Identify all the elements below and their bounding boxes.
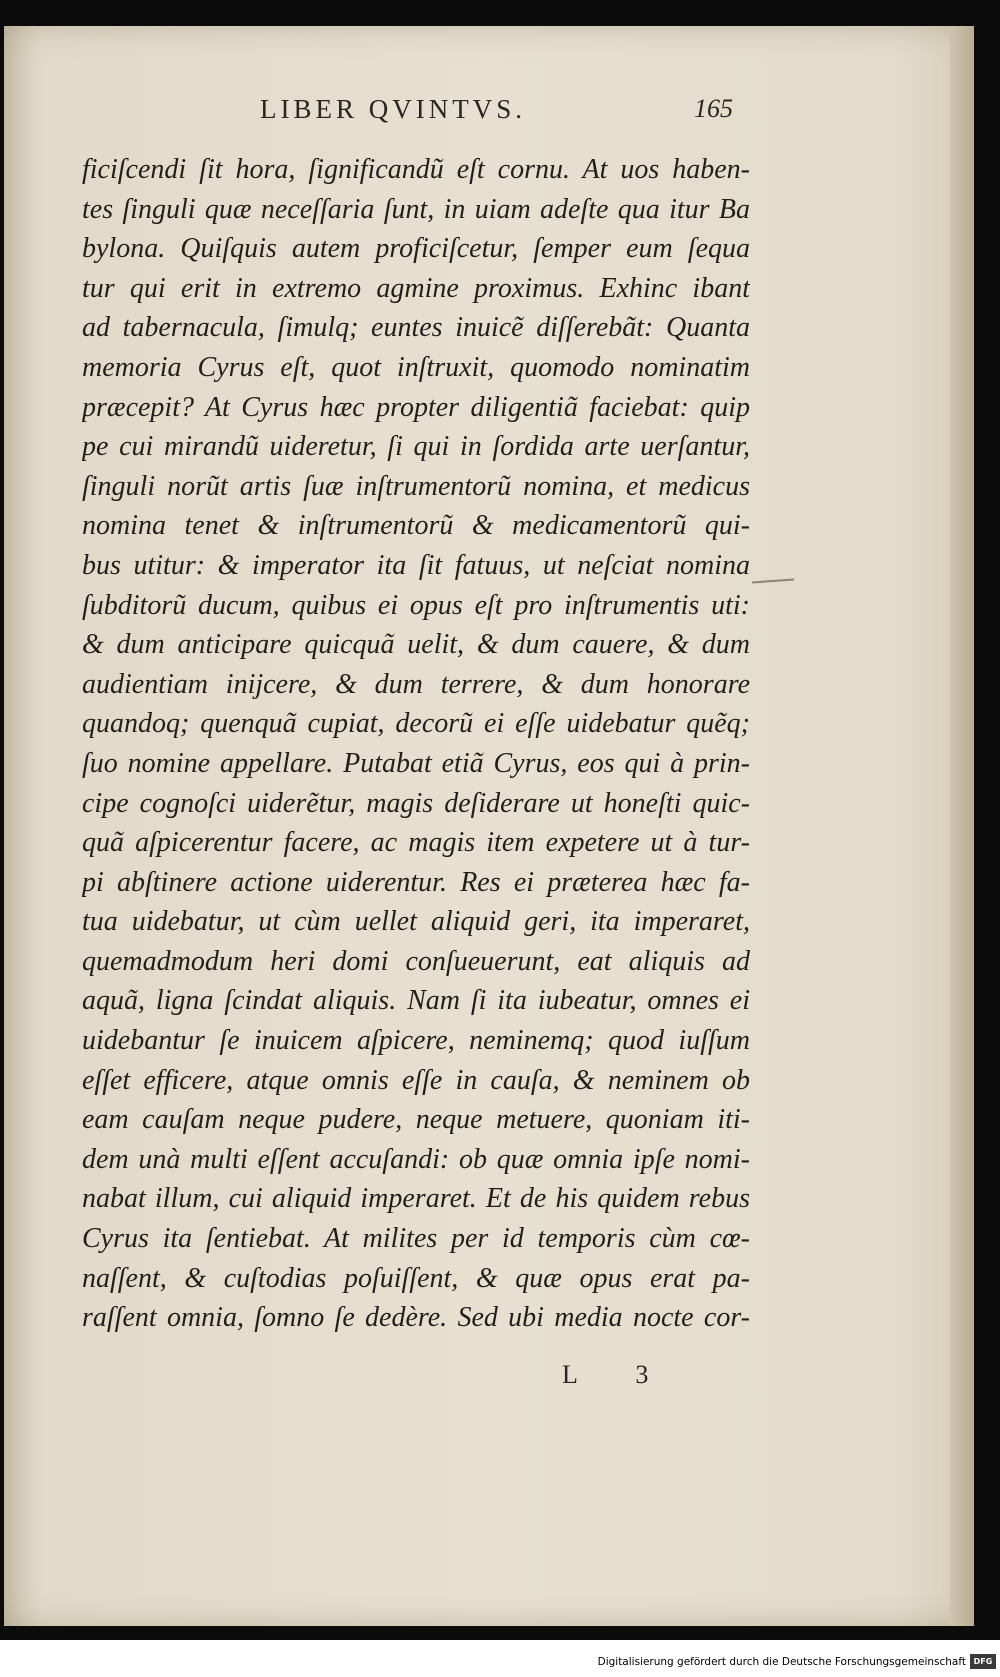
text-line: ſubditorũ ducum, quibus ei opus eſt pro inſtrumentis uti:	[82, 589, 750, 621]
text-line: pi abſtinere actione uiderentur. Res ei præterea hæc fa-	[82, 866, 750, 898]
text-line: bylona. Quiſquis autem proficiſcetur, ſemper eum ſequa	[82, 233, 750, 265]
text-line: tur qui erit in extremo agmine proximus. Exhinc ibant	[82, 272, 750, 304]
page-header	[4, 94, 974, 134]
footer-bar	[0, 1648, 1000, 1677]
text-line: quandoq; quenquã cupiat, decorũ ei eſſe uidebatur quẽq;	[82, 708, 750, 740]
text-line: quã aſpicerentur facere, ac magis item expetere ut à tur-	[82, 827, 750, 859]
text-line: tua uidebatur, ut cùm uellet aliquid geri, ita imperaret,	[82, 906, 750, 938]
dfg-logo-icon: DFG	[970, 1654, 996, 1669]
text-line: memoria Cyrus eſt, quot inſtruxit, quomodo nominatim	[82, 351, 750, 383]
funding-credit: Digitalisierung gefördert durch die Deutsche Forschungsgemeinschaft	[597, 1656, 966, 1668]
text-line: aquã, ligna ſcindat aliquis. Nam ſi ita iubeatur, omnes ei	[82, 985, 750, 1017]
text-line: dem unà multi eſſent accuſandi: ob quæ omnia ipſe nomi-	[82, 1143, 750, 1175]
margin-mark	[752, 579, 794, 584]
text-line: quemadmodum heri domi conſueuerunt, eat aliquis ad	[82, 945, 750, 977]
text-line: nomina tenet & inſtrumentorũ & medicamentorũ qui-	[82, 510, 750, 542]
text-line: bus utitur: & imperator ita ſit fatuus, ut neſciat nomina	[82, 549, 750, 581]
text-line: ſuo nomine appellare. Putabat etiã Cyrus, eos qui à prin-	[82, 747, 750, 779]
text-line: tes ſinguli quæ neceſſaria ſunt, in uiam adeſte qua itur Ba	[82, 193, 750, 225]
text-line: eſſet efficere, atque omnis eſſe in cauſa, & neminem ob	[82, 1064, 750, 1096]
text-line: pe cui mirandũ uideretur, ſi qui in ſordida arte uerſantur,	[82, 431, 750, 463]
text-line: raſſent omnia, ſomno ſe dedère. Sed ubi media nocte cor-	[82, 1302, 750, 1334]
text-line: ficiſcendi ſit hora, ſignificandũ eſt cornu. At uos haben-	[82, 154, 750, 185]
page-edge	[950, 26, 974, 1626]
text-line: præcepit? At Cyrus hæc propter diligentiã faciebat: quip	[82, 391, 750, 423]
body-text	[82, 150, 750, 1338]
text-line: ſinguli norũt artis ſuæ inſtrumentorũ nomina, et medicus	[82, 470, 750, 502]
text-line: naſſent, & cuſtodias poſuiſſent, & quæ opus erat pa-	[82, 1262, 750, 1294]
text-line: Cyrus ita ſentiebat. At milites per id temporis cùm cœ-	[82, 1223, 750, 1255]
text-line: ad tabernacula, ſimulq; euntes inuicẽ diſſerebãt: Quanta	[82, 312, 750, 344]
text-line: & dum anticipare quicquã uelit, & dum cauere, & dum	[82, 629, 750, 661]
text-line: eam cauſam neque pudere, neque metuere, quoniam iti-	[82, 1104, 750, 1136]
text-line: nabat illum, cui aliquid imperaret. Et de his quidem rebus	[82, 1183, 750, 1215]
page-number: 165	[694, 94, 733, 123]
book-page	[4, 26, 974, 1626]
text-line: cipe cognoſci uiderẽtur, magis deſiderare ut honeſti quic-	[82, 787, 750, 819]
text-line: uidebantur ſe inuicem aſpicere, neminemq; quod iuſſum	[82, 1025, 750, 1057]
text-line: audientiam inijcere, & dum terrere, & dum honorare	[82, 668, 750, 700]
running-title: LIBER QVINTVS.	[260, 94, 526, 124]
signature-mark: L 3	[562, 1360, 675, 1389]
